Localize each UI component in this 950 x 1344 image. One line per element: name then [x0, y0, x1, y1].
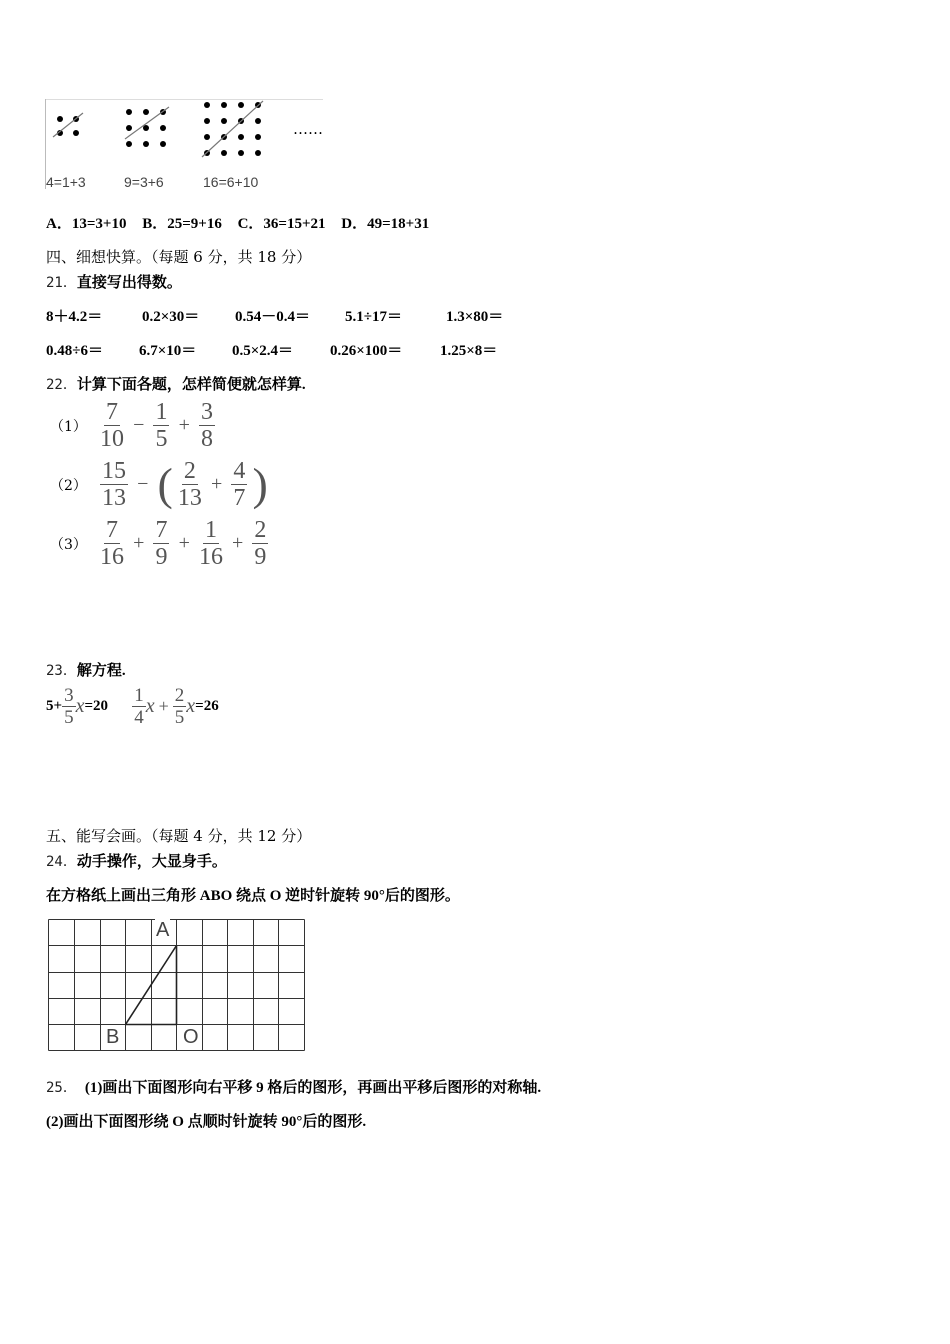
- q21-item: 0.2×30＝: [142, 309, 200, 325]
- q23-number: 23．: [46, 663, 77, 679]
- fraction: $\frac{2}{9}$: [254, 517, 267, 570]
- q22-title: 计算下面各题，怎样简便就怎样算.: [76, 377, 306, 393]
- operator: +: [158, 696, 169, 716]
- q25-number: 25．: [46, 1080, 77, 1096]
- variable-x: x: [186, 695, 196, 717]
- fraction: $\frac{15}{13}$: [102, 458, 127, 511]
- q24-heading: [46, 850, 227, 871]
- variable-x: x: [145, 695, 155, 717]
- operator: +: [133, 532, 145, 554]
- q23-title: 解方程.: [76, 663, 126, 679]
- q21-item: 0.26×100＝: [330, 343, 403, 359]
- q21-title: 直接写出得数。: [76, 275, 182, 291]
- q21-item: 0.54－0.4＝: [235, 309, 311, 325]
- option-d[interactable]: D．49=18+31: [341, 216, 430, 232]
- q25-part-1: [46, 1076, 541, 1097]
- eq1-result: =20: [84, 698, 109, 714]
- q21-row-2: [0, 339, 950, 359]
- ellipsis: ……: [293, 120, 323, 138]
- fraction: $\frac{1}{5}$: [155, 399, 168, 452]
- item-label: （3）: [50, 536, 87, 553]
- q22-item-1: [50, 400, 215, 451]
- option-a[interactable]: A．13=3+10: [46, 216, 127, 232]
- grid-svg: [47, 918, 307, 1054]
- q21-item: 5.1÷17＝: [345, 309, 402, 325]
- q21-item: 1.25×8＝: [440, 343, 498, 359]
- q21-heading: [46, 271, 182, 292]
- q21-item: 8＋4.2＝: [46, 309, 103, 325]
- fraction: $\frac{1}{4}$: [134, 685, 144, 728]
- fraction: $\frac{2}{5}$: [174, 685, 185, 728]
- q24-instruction: 在方格纸上画出三角形 ABO 绕点 O 逆时针旋转 90°后的图形。: [46, 888, 460, 904]
- q22-number: 22．: [46, 377, 77, 393]
- operator: +: [178, 532, 190, 554]
- point-a-label: A: [156, 919, 170, 941]
- fraction: $\frac{1}{16}$: [198, 517, 223, 570]
- q21-item: 6.7×10＝: [139, 343, 197, 359]
- fraction: $\frac{3}{5}$: [64, 685, 74, 728]
- operator: +: [232, 532, 244, 554]
- q21-row-1: [0, 305, 950, 325]
- section-5-title: 五、能写会画。（每题 4 分，共 12 分）: [46, 827, 312, 845]
- right-paren: ): [252, 458, 268, 510]
- q24-title: 动手操作，大显身手。: [76, 854, 227, 870]
- dot-pattern-svg: [45, 99, 325, 195]
- q21-number: 21．: [46, 275, 77, 291]
- fraction: $\frac{2}{13}$: [177, 458, 202, 511]
- dot-label-3: 16=6+10: [203, 174, 259, 190]
- fraction: $\frac{7}{9}$: [155, 517, 168, 570]
- dot-label-2: 9=3+6: [124, 174, 164, 190]
- eq1-prefix: 5+: [46, 698, 63, 714]
- operator: +: [211, 473, 223, 495]
- dot-pattern-figure: [45, 99, 325, 195]
- q25-part-2: (2)画出下面图形绕 O 点顺时针旋转 90°后的图形.: [46, 1114, 367, 1130]
- q21-item: 1.3×80＝: [446, 309, 504, 325]
- variable-x: x: [75, 695, 85, 717]
- fraction: $\frac{7}{10}$: [100, 399, 125, 452]
- q22-item-2: [50, 459, 268, 510]
- option-c[interactable]: C．36=15+21: [237, 216, 326, 232]
- fraction: $\frac{4}{7}$: [233, 458, 246, 511]
- q21-item: 0.5×2.4＝: [232, 343, 294, 359]
- q23-heading: [46, 659, 126, 680]
- q22-item-3: [50, 518, 268, 569]
- operator: −: [137, 473, 149, 495]
- q23-equations: [46, 686, 219, 727]
- option-b[interactable]: B．25=9+16: [142, 216, 222, 232]
- dot-label-1: 4=1+3: [46, 174, 86, 190]
- operator: +: [178, 414, 190, 436]
- q22-heading: [46, 373, 306, 394]
- q20-options: [46, 212, 429, 233]
- fraction: $\frac{3}{8}$: [200, 399, 213, 452]
- operator: −: [133, 414, 145, 436]
- q21-item: 0.48÷6＝: [46, 343, 103, 359]
- left-paren: (: [157, 458, 173, 510]
- fraction: $\frac{7}{16}$: [100, 517, 125, 570]
- section-4-title: 四、细想快算。（每题 6 分，共 18 分）: [46, 248, 312, 266]
- eq2-result: =26: [195, 698, 219, 714]
- item-label: （1）: [50, 418, 87, 435]
- grid-paper: [47, 918, 307, 1054]
- q24-number: 24．: [46, 854, 77, 870]
- q25-part1-text: (1)画出下面图形向右平移 9 格后的图形，再画出平移后图形的对称轴.: [84, 1080, 542, 1096]
- point-b-label: B: [106, 1026, 120, 1048]
- point-o-label: O: [183, 1026, 199, 1048]
- item-label: （2）: [50, 477, 87, 494]
- dot-group-9: [126, 109, 166, 147]
